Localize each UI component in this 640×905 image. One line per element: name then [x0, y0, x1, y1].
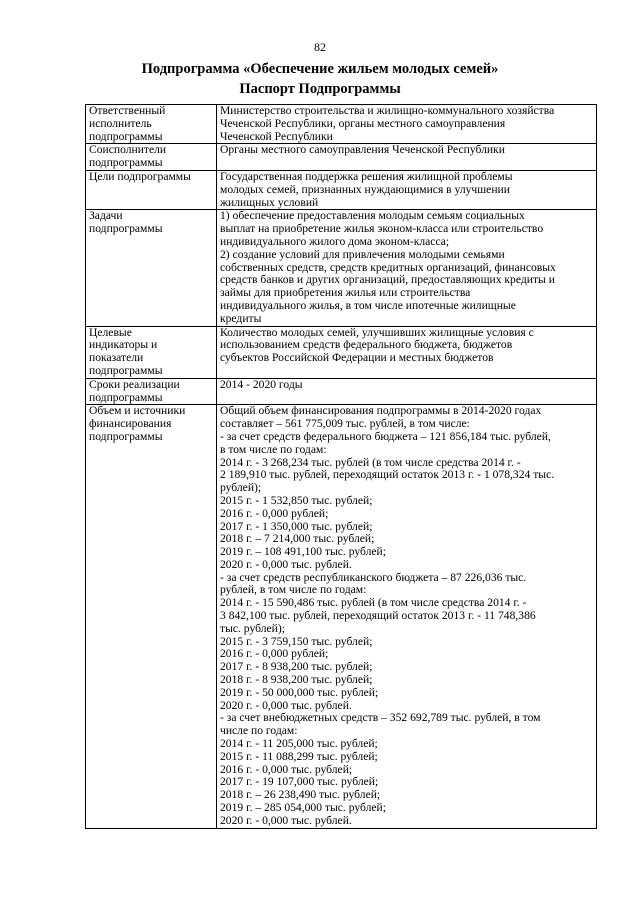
passport-row: [86, 105, 597, 144]
value-line: 1) обеспечение предоставления молодым семьям социальных: [220, 209, 525, 223]
label-line: Целевые: [89, 326, 132, 339]
value-line: 2018 г. – 26 238,490 тыс. рублей;: [220, 788, 381, 802]
passport-row-value: [217, 144, 597, 171]
value-line: Количество молодых семей, улучшивших жилищные условия с: [220, 326, 534, 339]
value-line: 2014 г. - 15 590,486 тыс. рублей (в том числе средства 2014 г. -: [220, 596, 527, 610]
passport-row: [86, 326, 597, 378]
label-line: подпрограммы: [89, 129, 163, 143]
value-line: 2020 г. - 0,000 тыс. рублей.: [220, 813, 352, 827]
value-line: 2016 г. - 0,000 тыс. рублей;: [220, 762, 353, 776]
value-line: молодых семей, признанных нуждающимися в улучшении: [220, 182, 510, 196]
passport-row-label: [86, 144, 217, 171]
value-line: Чеченской Республики: [220, 129, 333, 143]
passport-row-label: [86, 170, 217, 209]
value-line: 2017 г. - 1 350,000 тыс. рублей;: [220, 519, 373, 533]
value-line: - за счет внебюджетных средств – 352 692,789 тыс. рублей, в том: [220, 711, 541, 725]
label-line: Сроки реализации: [89, 378, 180, 391]
passport-row-value: [217, 105, 597, 144]
value-line: использованием средств федерального бюджета, бюджетов: [220, 338, 513, 352]
value-line: субъектов Российской Федерации и местных бюджетов: [220, 351, 494, 365]
passport-table: [85, 104, 597, 829]
value-line: 2019 г. – 285 054,000 тыс. рублей;: [220, 801, 386, 815]
document-title: Подпрограмма «Обеспечение жильем молодых семей»: [141, 61, 499, 77]
value-line: рублей, в том числе по годам:: [220, 583, 367, 597]
value-line: Министерство строительства и жилищно-коммунального хозяйства: [220, 104, 555, 117]
value-line: 2020 г. - 0,000 тыс. рублей.: [220, 698, 352, 712]
passport-row: [86, 210, 597, 326]
value-line: 2015 г. - 11 088,299 тыс. рублей;: [220, 749, 378, 763]
value-line: - за счет средств федерального бюджета – 121 856,184 тыс. рублей,: [220, 429, 551, 443]
label-line: подпрограммы: [89, 363, 163, 377]
passport-row: [86, 144, 597, 171]
value-line: Общий объем финансирования подпрограммы в 2014-2020 годах: [220, 404, 542, 418]
label-line: подпрограммы: [89, 156, 163, 170]
passport-row-value: [217, 170, 597, 209]
value-line: Органы местного самоуправления Чеченской Республики: [220, 143, 505, 157]
value-line: индивидуального жилого дома эконом-класса;: [220, 234, 450, 248]
label-line: индикаторы и: [89, 338, 158, 352]
value-line: Государственная поддержка решения жилищной проблемы: [220, 170, 513, 183]
value-line: средств банков и других организаций, предоставляющих кредиты и: [220, 273, 555, 287]
label-line: подпрограммы: [89, 222, 163, 236]
value-line: 2019 г. – 108 491,100 тыс. рублей;: [220, 545, 386, 559]
value-line: числе по годам:: [220, 724, 298, 738]
value-line: займы для приобретения жилья или строительства: [220, 286, 471, 300]
value-line: выплат на приобретение жилья эконом-класса или строительство: [220, 222, 544, 236]
passport-row-value: [217, 326, 597, 378]
value-line: 2019 г. - 50 000,000 тыс. рублей;: [220, 685, 379, 699]
label-line: Объем и источники: [89, 404, 186, 418]
passport-row-value: [217, 405, 597, 828]
value-line: - за счет средств республиканского бюджета – 87 226,036 тыс.: [220, 570, 527, 584]
value-line: рублей);: [220, 481, 262, 495]
label-line: Соисполнители: [89, 143, 167, 157]
value-line: 3 842,100 тыс. рублей, переходящий остаток 2013 г. - 11 748,386: [220, 609, 536, 623]
value-line: 2016 г. - 0,000 рублей;: [220, 506, 329, 520]
passport-row: [86, 378, 597, 405]
label-line: показатели: [89, 351, 144, 365]
label-line: Цели подпрограммы: [89, 170, 191, 183]
label-line: Ответственный: [89, 104, 166, 117]
value-line: тыс. рублей);: [220, 621, 285, 635]
passport-row: [86, 170, 597, 209]
value-line: кредиты: [220, 311, 262, 325]
value-line: 2015 г. - 1 532,850 тыс. рублей;: [220, 493, 373, 507]
label-line: исполнитель: [89, 116, 152, 130]
document-subtitle: Паспорт Подпрограммы: [239, 81, 401, 97]
value-line: 2017 г. - 8 938,200 тыс. рублей;: [220, 660, 373, 674]
value-line: 2018 г. – 7 214,000 тыс. рублей;: [220, 532, 375, 546]
passport-row-label: [86, 326, 217, 378]
page-number: 82: [314, 40, 326, 54]
passport-row-value: [217, 378, 597, 405]
value-line: 2014 г. - 11 205,000 тыс. рублей;: [220, 737, 378, 751]
label-line: Задачи: [89, 209, 123, 223]
passport-table-body: [86, 105, 597, 829]
value-line: составляет – 561 775,009 тыс. рублей, в том числе:: [220, 417, 470, 431]
value-line: 2017 г. - 19 107,000 тыс. рублей;: [220, 775, 379, 789]
value-line: 2 189,910 тыс. рублей, переходящий остаток 2013 г. - 1 078,324 тыс.: [220, 468, 555, 482]
passport-row-value: [217, 210, 597, 326]
passport-row-label: [86, 405, 217, 828]
value-line: 2018 г. - 8 938,200 тыс. рублей;: [220, 673, 373, 687]
value-line: жилищных условий: [220, 195, 319, 209]
value-line: 2) создание условий для привлечения молодыми семьями: [220, 247, 505, 261]
label-line: финансирования: [89, 417, 172, 431]
value-line: 2014 г. - 3 268,234 тыс. рублей (в том числе средства 2014 г. -: [220, 455, 521, 469]
passport-row-label: [86, 378, 217, 405]
value-line: 2015 г. - 3 759,150 тыс. рублей;: [220, 634, 373, 648]
value-line: собственных средств, средств кредитных организаций, финансовых: [220, 260, 556, 274]
value-line: индивидуального жилья, в том числе ипотечные жилищные: [220, 298, 516, 312]
value-line: в том числе по годам:: [220, 442, 327, 456]
value-line: 2014 - 2020 годы: [220, 378, 303, 391]
passport-row: [86, 405, 597, 828]
value-line: Чеченской Республики, органы местного самоуправления: [220, 116, 506, 130]
passport-row-label: [86, 105, 217, 144]
value-line: 2016 г. - 0,000 рублей;: [220, 647, 329, 661]
label-line: подпрограммы: [89, 390, 163, 404]
value-line: 2020 г. - 0,000 тыс. рублей.: [220, 557, 352, 571]
label-line: подпрограммы: [89, 429, 163, 443]
passport-row-label: [86, 210, 217, 326]
